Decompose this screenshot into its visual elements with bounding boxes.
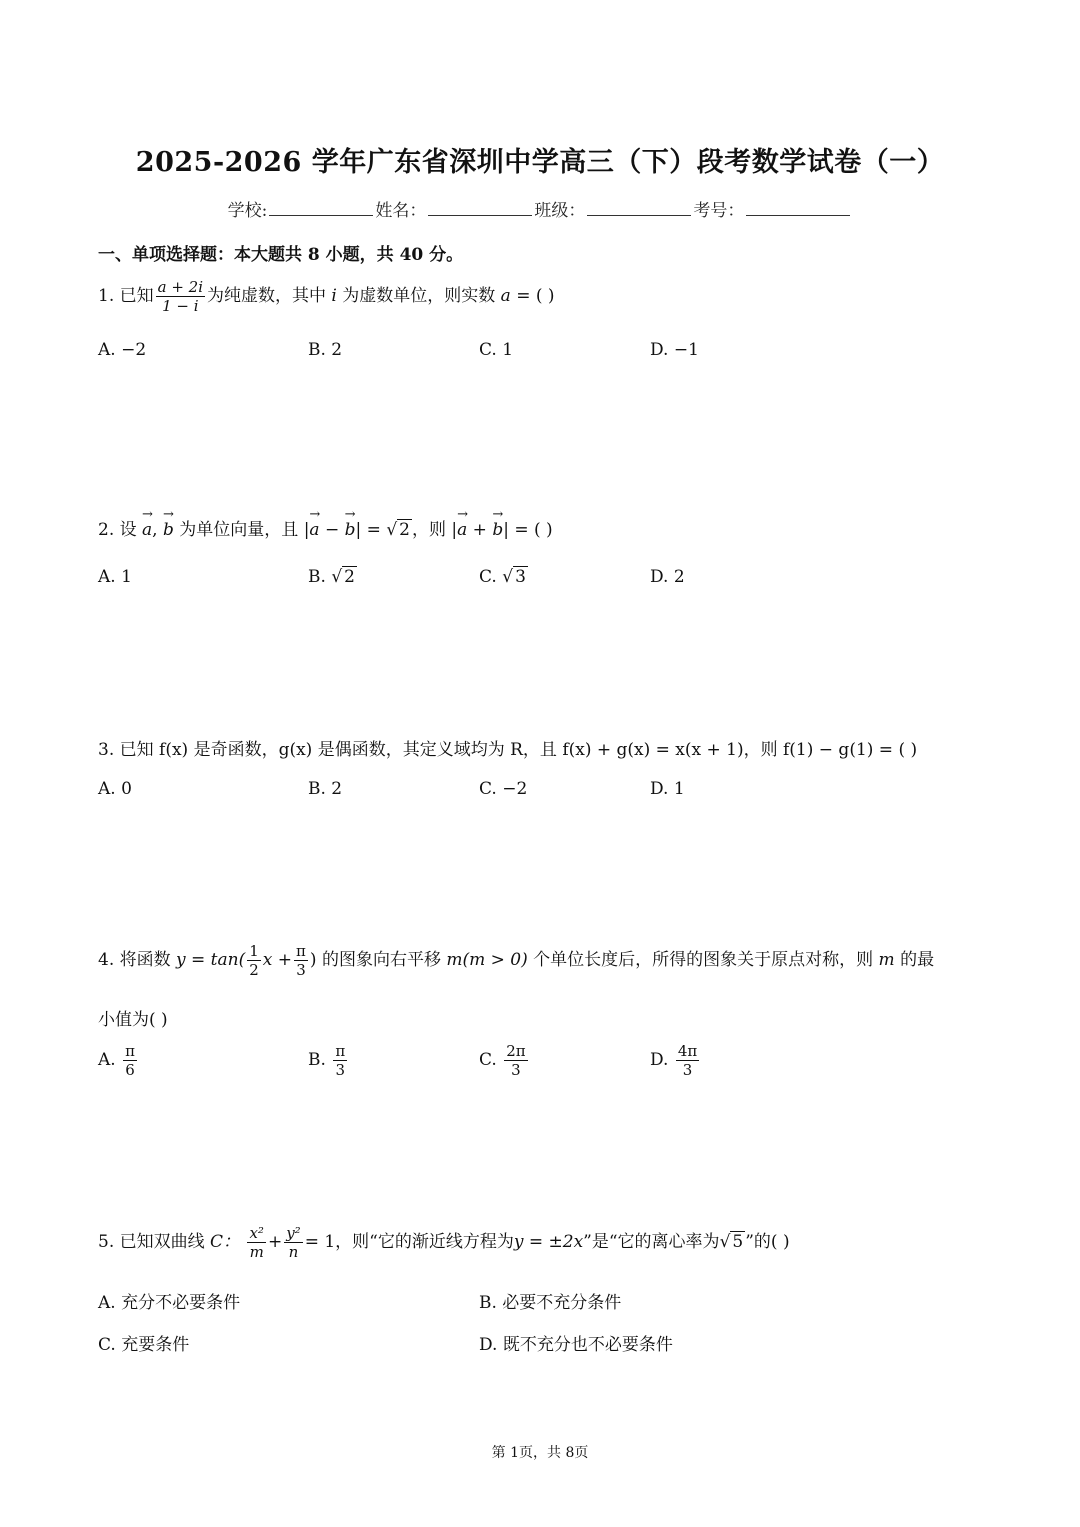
q4-option-b[interactable]: B. $\frac{\pi}{3}$ bbox=[308, 1042, 346, 1079]
q5-x-frac: $\frac{\text{x²}}{m}$ bbox=[249, 1224, 264, 1261]
q3-option-d[interactable]: D. 1 bbox=[650, 779, 685, 799]
vector-a: → a bbox=[142, 520, 152, 540]
q3-option-b[interactable]: B. 2 bbox=[308, 779, 343, 799]
question-4: 4. 将函数 y = tan( $\frac{1}{2}$ x + $\frac{\pi}{3}$ ) 的图象向右平移 m(m > 0) 个单位长度后，所得的图象关于原点对称，则 m 的最 bbox=[98, 942, 935, 979]
number-blank bbox=[746, 201, 850, 216]
q1-option-b[interactable]: B. 2 bbox=[308, 340, 343, 360]
number-label: 考号： bbox=[693, 201, 745, 221]
q3-option-c[interactable]: C. −2 bbox=[479, 779, 528, 799]
class-label: 班级： bbox=[534, 201, 586, 221]
sqrt-5: √ 5 bbox=[719, 1232, 744, 1252]
q1-option-a[interactable]: A. −2 bbox=[98, 340, 147, 360]
name-blank bbox=[428, 201, 532, 216]
q4-option-a[interactable]: A. $\frac{\pi}{6}$ bbox=[98, 1042, 135, 1079]
class-blank bbox=[587, 201, 691, 216]
q4-pi-over-3: $\frac{\pi}{3}$ bbox=[296, 942, 306, 979]
q5-option-c[interactable]: C. 充要条件 bbox=[98, 1335, 190, 1355]
page-footer: 第 1页，共 8页 bbox=[491, 1445, 589, 1461]
question-1: 1. 已知 $\frac{a + 2i}{1 - i}$ 为纯虚数，其中 i 为虚数单位，则实数 a = ( ) bbox=[98, 278, 555, 315]
question-3: 3. 已知 f(x) 是奇函数，g(x) 是偶函数，其定义域均为 R，且 f(x) + g(x) = x(x + 1)，则 f(1) − g(1) = ( ) bbox=[98, 740, 918, 760]
vector-b: → b bbox=[163, 520, 174, 540]
section-heading: 一、单项选择题：本大题共 8 小题，共 40 分。 bbox=[98, 245, 464, 265]
q5-option-d[interactable]: D. 既不充分也不必要条件 bbox=[479, 1335, 673, 1355]
q1-prefix: 1. 已知 bbox=[98, 286, 154, 306]
q2-option-b[interactable]: B. √ 2 bbox=[308, 567, 355, 587]
name-label: 姓名： bbox=[375, 201, 427, 221]
sqrt-2: √ 2 bbox=[386, 520, 410, 540]
q2-option-a[interactable]: A. 1 bbox=[98, 567, 132, 587]
q4-half: $\frac{1}{2}$ bbox=[249, 942, 259, 979]
q1-option-c[interactable]: C. 1 bbox=[479, 340, 514, 360]
q4-option-c[interactable]: C. $\frac{2\pi}{3}$ bbox=[479, 1042, 526, 1079]
q2-option-c[interactable]: C. √ 3 bbox=[479, 567, 526, 587]
exam-title: 2025-2026 学年广东省深圳中学高三（下）段考数学试卷（一） bbox=[135, 147, 945, 178]
question-2: 2. 设 → a, → b 为单位向量，且 |→ a − → b| = √ 2 ，则 |→ a + → b| = ( ) bbox=[98, 515, 553, 540]
q5-option-a[interactable]: A. 充分不必要条件 bbox=[98, 1293, 241, 1313]
q2-option-d[interactable]: D. 2 bbox=[650, 567, 685, 587]
school-blank bbox=[269, 201, 373, 216]
question-4-line-2: 小值为( ) bbox=[98, 1010, 168, 1030]
q5-option-b[interactable]: B. 必要不充分条件 bbox=[479, 1293, 622, 1313]
q1-option-d[interactable]: D. −1 bbox=[650, 340, 699, 360]
q3-option-a[interactable]: A. 0 bbox=[98, 779, 132, 799]
q4-option-d[interactable]: D. $\frac{4\pi}{3}$ bbox=[650, 1042, 698, 1079]
student-info-line bbox=[0, 196, 1080, 221]
q1-fraction: $\frac{a + 2i}{1 - i}$ bbox=[157, 278, 204, 315]
q5-y-frac: $\frac{\text{y²}}{n}$ bbox=[286, 1224, 301, 1261]
school-label: 学校: bbox=[227, 201, 268, 221]
question-5: 5. 已知双曲线 C： $\frac{\text{x²}}{m}$ + $\frac{\text{y²}}{n}$ = 1，则“它的渐近线方程为y = ±2x”是“它的离心率为√ 5 ”的( ) bbox=[98, 1224, 790, 1261]
